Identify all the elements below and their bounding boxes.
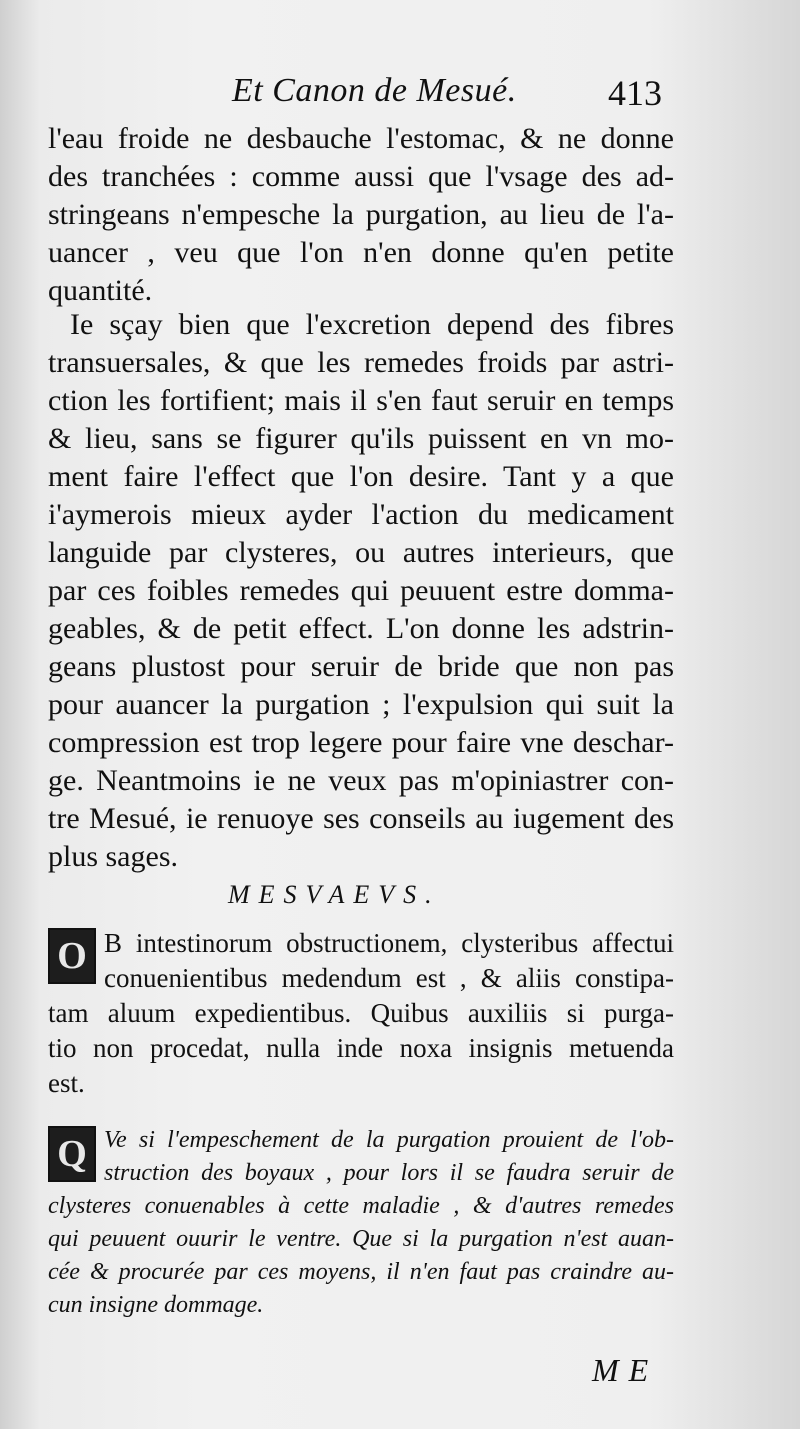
text-line: struction des boyaux , pour lors il se faudra seruir de (104, 1160, 674, 1186)
text-line: conuenientibus medendum est , & aliis constipa- (104, 963, 674, 993)
text-line: geables, & de petit effect. L'on donne les adstrin- (48, 612, 674, 645)
text-line: pour auancer la purgation ; l'expulsion qui suit la (48, 688, 674, 721)
text-line: ction les fortifient; mais il s'en faut seruir en temps (48, 384, 674, 417)
text-line: tio non procedat, nulla inde noxa insignis metuenda (48, 1033, 674, 1063)
text-line: B intestinorum obstructionem, clysteribus affectui (104, 928, 674, 958)
text-line: geans plustost pour seruir de bride que non pas (48, 650, 674, 683)
text-line: compression est trop legere pour faire vne deschar- (48, 726, 674, 759)
text-line: quantité. (48, 274, 153, 307)
latin-text (48, 926, 674, 1101)
text-line: Ve si l'empeschement de la purgation prouient de l'ob- (104, 1127, 674, 1153)
text-line: est. (48, 1068, 85, 1098)
text-line: clysteres conuenables à cette maladie , & d'autres remedes (48, 1193, 674, 1219)
text-line: ment faire l'effect que l'on desire. Tant y a que (48, 460, 674, 493)
ornamental-initial: O (48, 928, 96, 984)
text-line: stringeans n'empesche la purgation, au lieu de l'a- (48, 198, 674, 231)
text-line: qui peuuent ouurir le ventre. Que si la purgation n'est auan- (48, 1226, 674, 1252)
paragraph-1 (48, 120, 674, 310)
text-line: plus sages. (48, 840, 178, 873)
text-line: ge. Neantmoins ie ne veux pas m'opiniastrer con- (48, 764, 674, 797)
ornamental-initial: Q (48, 1126, 96, 1182)
text-line: cée & procurée par ces moyens, il n'en faut pas craindre au- (48, 1259, 674, 1285)
text-line: languide par clysteres, ou autres interieurs, que (48, 536, 674, 569)
running-title: Et Canon de Mesué. (232, 72, 517, 109)
text-line: tam aluum expedientibus. Quibus auxiliis si purga- (48, 998, 674, 1028)
text-line: Ie sçay bien que l'excretion depend des fibres (70, 308, 674, 341)
text-line: transuersales, & que les remedes froids par astri- (48, 346, 674, 379)
text-line: cun insigne dommage. (48, 1292, 264, 1318)
section-heading: MESVAEVS. (228, 880, 441, 909)
french-translation (48, 1124, 674, 1322)
text-line: par ces foibles remedes qui peuuent estre domma- (48, 574, 674, 607)
page-number: 413 (608, 73, 662, 113)
text-line: i'aymerois mieux ayder l'action du medicament (48, 498, 674, 531)
text-line: tre Mesué, ie renuoye ses conseils au iugement des (48, 802, 674, 835)
running-head (0, 72, 800, 124)
text-line: des tranchées : comme aussi que l'vsage des ad- (48, 160, 674, 193)
text-line: & lieu, sans se figurer qu'ils puissent en vn mo- (48, 422, 674, 455)
text-line: uancer , veu que l'on n'en donne qu'en petite (48, 236, 674, 269)
catchword: ME (592, 1352, 659, 1388)
text-line: l'eau froide ne desbauche l'estomac, & ne donne (48, 122, 674, 155)
paragraph-2 (48, 306, 674, 876)
